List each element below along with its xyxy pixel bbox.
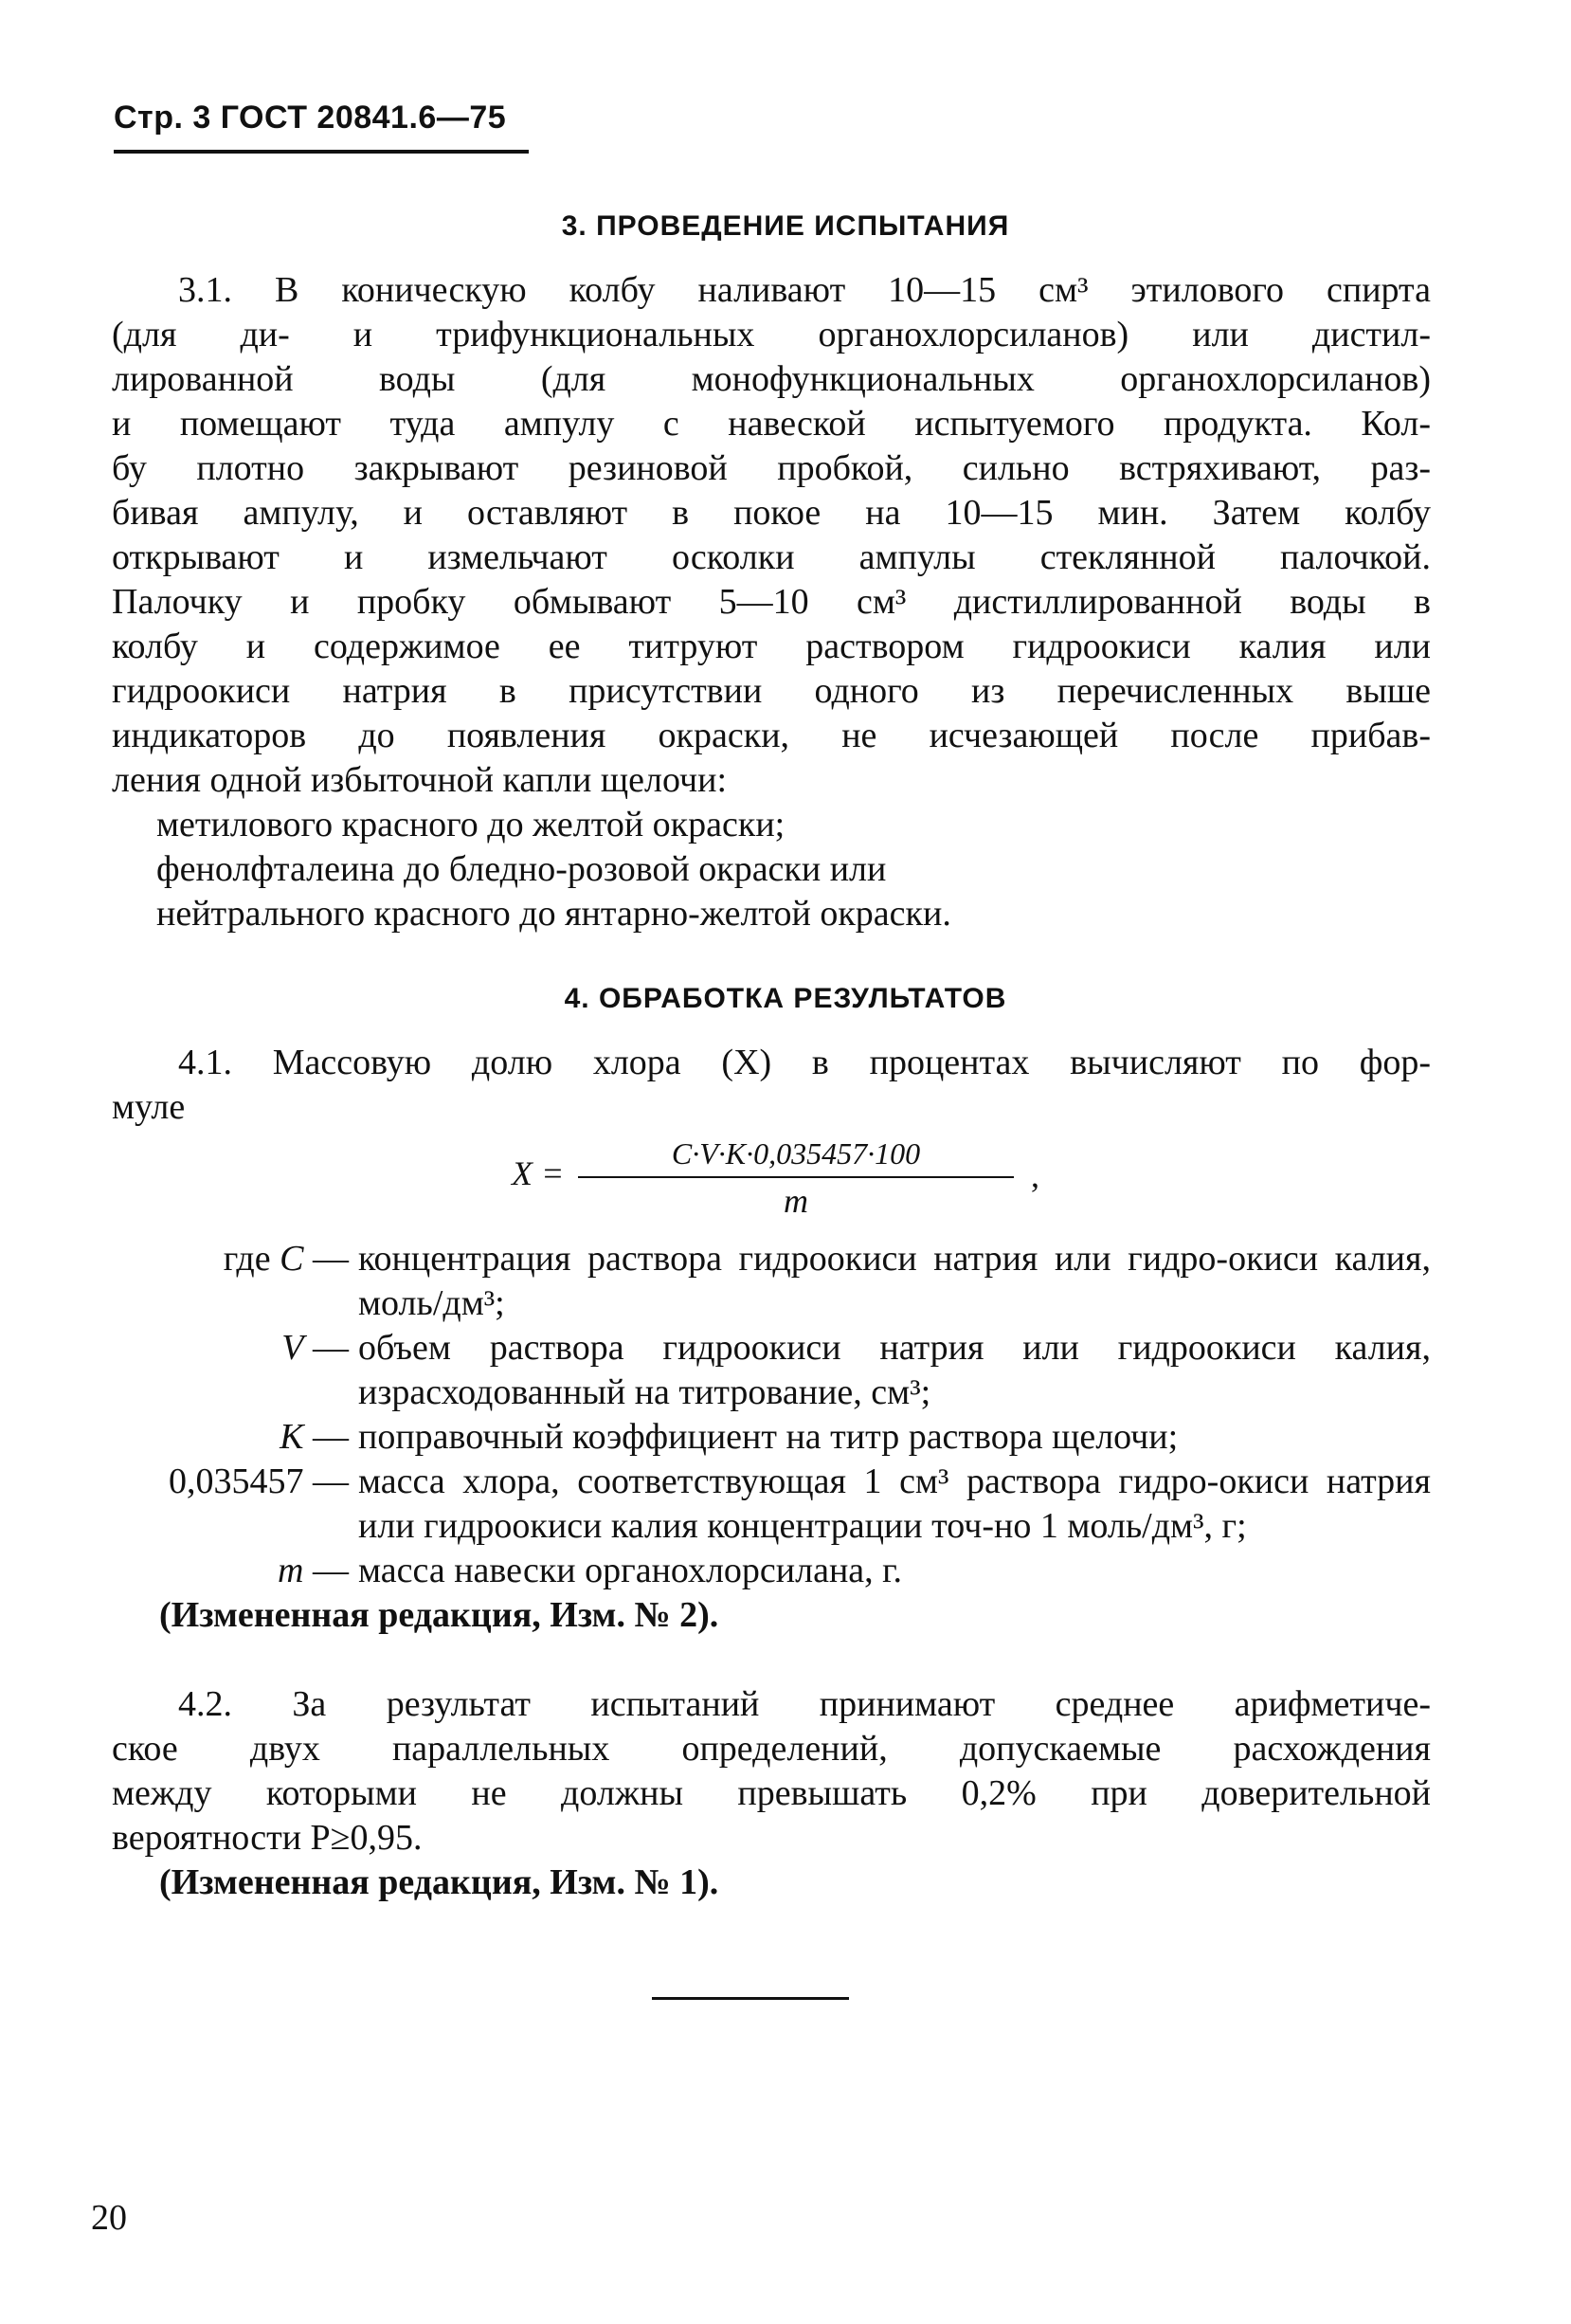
paragraph-line: бивая ампулу, и оставляют в покое на 10—15 мин. Затем колбу <box>112 493 1431 533</box>
indicator-list <box>156 803 951 936</box>
definition-symbol: m <box>278 1551 304 1590</box>
paragraph-4-2 <box>112 1682 1431 1905</box>
definition-row: 0,035457 — масса хлора, соответствующая 1 см³ раствора гидро-окиси натрия или гидроокиси калия концентрации точ-но 1 моль/дм³, г; <box>112 1460 1431 1549</box>
definition-row: m — масса навески органохлорсилана, г. <box>112 1549 1431 1593</box>
page-header: Стр. 3 ГОСТ 20841.6—75 <box>114 100 507 136</box>
indicator-item: нейтрального красного до янтарно-желтой окраски. <box>156 894 951 934</box>
amendment-note-1: (Измененная редакция, Изм. № 1). <box>159 1862 719 1902</box>
paragraph-line: (для ди- и трифункциональных органохлорсиланов) или дистил- <box>112 315 1431 354</box>
paragraph-line: гидроокиси натрия в присутствии одного из перечисленных выше <box>112 671 1431 711</box>
definition-symbol: V <box>281 1328 304 1368</box>
paragraph-line: ское двух параллельных определений, допускаемые расхождения <box>112 1729 1431 1769</box>
formula-lhs: X = <box>512 1154 565 1192</box>
indicator-item: фенолфталеина до бледно-розовой окраски или <box>156 849 887 889</box>
fraction-bar <box>578 1176 1014 1178</box>
definition-text: поправочный коэффициент на титр раствора щелочи; <box>358 1417 1179 1457</box>
paragraph-line: между которыми не должны превышать 0,2% при доверительной <box>112 1773 1431 1813</box>
definition-row: где C — концентрация раствора гидроокиси натрия или гидро-окиси калия, моль/дм³; <box>112 1237 1431 1326</box>
paragraph-3-1 <box>112 268 1431 803</box>
section-4-heading: 4. ОБРАБОТКА РЕЗУЛЬТАТОВ <box>564 983 1007 1014</box>
indicator-item: метилового красного до желтой окраски; <box>156 805 786 844</box>
paragraph-line: 4.1. Массовую долю хлора (X) в процентах вычисляют по фор- <box>178 1043 1431 1082</box>
paragraph-line: и помещают туда ампулу с навеской испытуемого продукта. Кол- <box>112 404 1431 444</box>
paragraph-line: муле <box>112 1087 186 1127</box>
formula-denominator: m <box>784 1182 808 1220</box>
paragraph-4-1 <box>112 1041 1431 1130</box>
footer-rule <box>652 1997 849 2000</box>
definition-text: концентрация раствора гидроокиси натрия или гидро-окиси калия, моль/дм³; <box>358 1239 1431 1323</box>
paragraph-line: бу плотно закрывают резиновой пробкой, сильно встряхивают, раз- <box>112 448 1431 488</box>
paragraph-line: лированной воды (для монофункциональных органохлорсиланов) <box>112 359 1431 399</box>
variable-definitions <box>112 1237 1431 1638</box>
paragraph-line: вероятности P≥0,95. <box>112 1818 423 1858</box>
definition-row: V — объем раствора гидроокиси натрия или гидроокиси калия, израсходованный на титрование, см³; <box>112 1326 1431 1415</box>
paragraph-line: Палочку и пробку обмывают 5—10 см³ дистиллированной воды в <box>112 582 1431 622</box>
paragraph-line: открывают и измельчают осколки ампулы стеклянной палочкой. <box>112 537 1431 577</box>
definition-symbol: 0,035457 <box>169 1462 304 1501</box>
definition-row: K — поправочный коэффициент на титр раствора щелочи; <box>112 1415 1431 1460</box>
definition-prefix: где <box>223 1239 271 1279</box>
definition-text: объем раствора гидроокиси натрия или гидроокиси калия, израсходованный на титрование, см³; <box>358 1328 1431 1412</box>
paragraph-line: колбу и содержимое ее титруют раствором гидроокиси калия или <box>112 626 1431 666</box>
definition-symbol: C <box>280 1239 304 1279</box>
paragraph-line: ления одной избыточной капли щелочи: <box>112 760 728 800</box>
paragraph-line: индикаторов до появления окраски, не исчезающей после прибав- <box>112 716 1431 755</box>
page-number: 20 <box>91 2198 127 2238</box>
definition-symbol: K <box>280 1417 304 1457</box>
definition-text: масса навески органохлорсилана, г. <box>358 1551 902 1590</box>
paragraph-line: 3.1. В коническую колбу наливают 10—15 см³ этилового спирта <box>178 270 1431 310</box>
header-rule <box>114 150 529 154</box>
paragraph-line: 4.2. За результат испытаний принимают среднее арифметиче- <box>178 1684 1431 1724</box>
formula-trailing: , <box>1031 1156 1039 1194</box>
formula-numerator: C·V·K·0,035457·100 <box>671 1136 921 1171</box>
section-3-heading: 3. ПРОВЕДЕНИЕ ИСПЫТАНИЯ <box>561 210 1010 242</box>
definition-text: масса хлора, соответствующая 1 см³ раствора гидро-окиси натрия или гидроокиси калия концентрации точ-но 1 моль/дм³, г; <box>358 1462 1431 1546</box>
formula-fraction <box>578 1133 1014 1220</box>
amendment-note-2: (Измененная редакция, Изм. № 2). <box>159 1595 719 1635</box>
